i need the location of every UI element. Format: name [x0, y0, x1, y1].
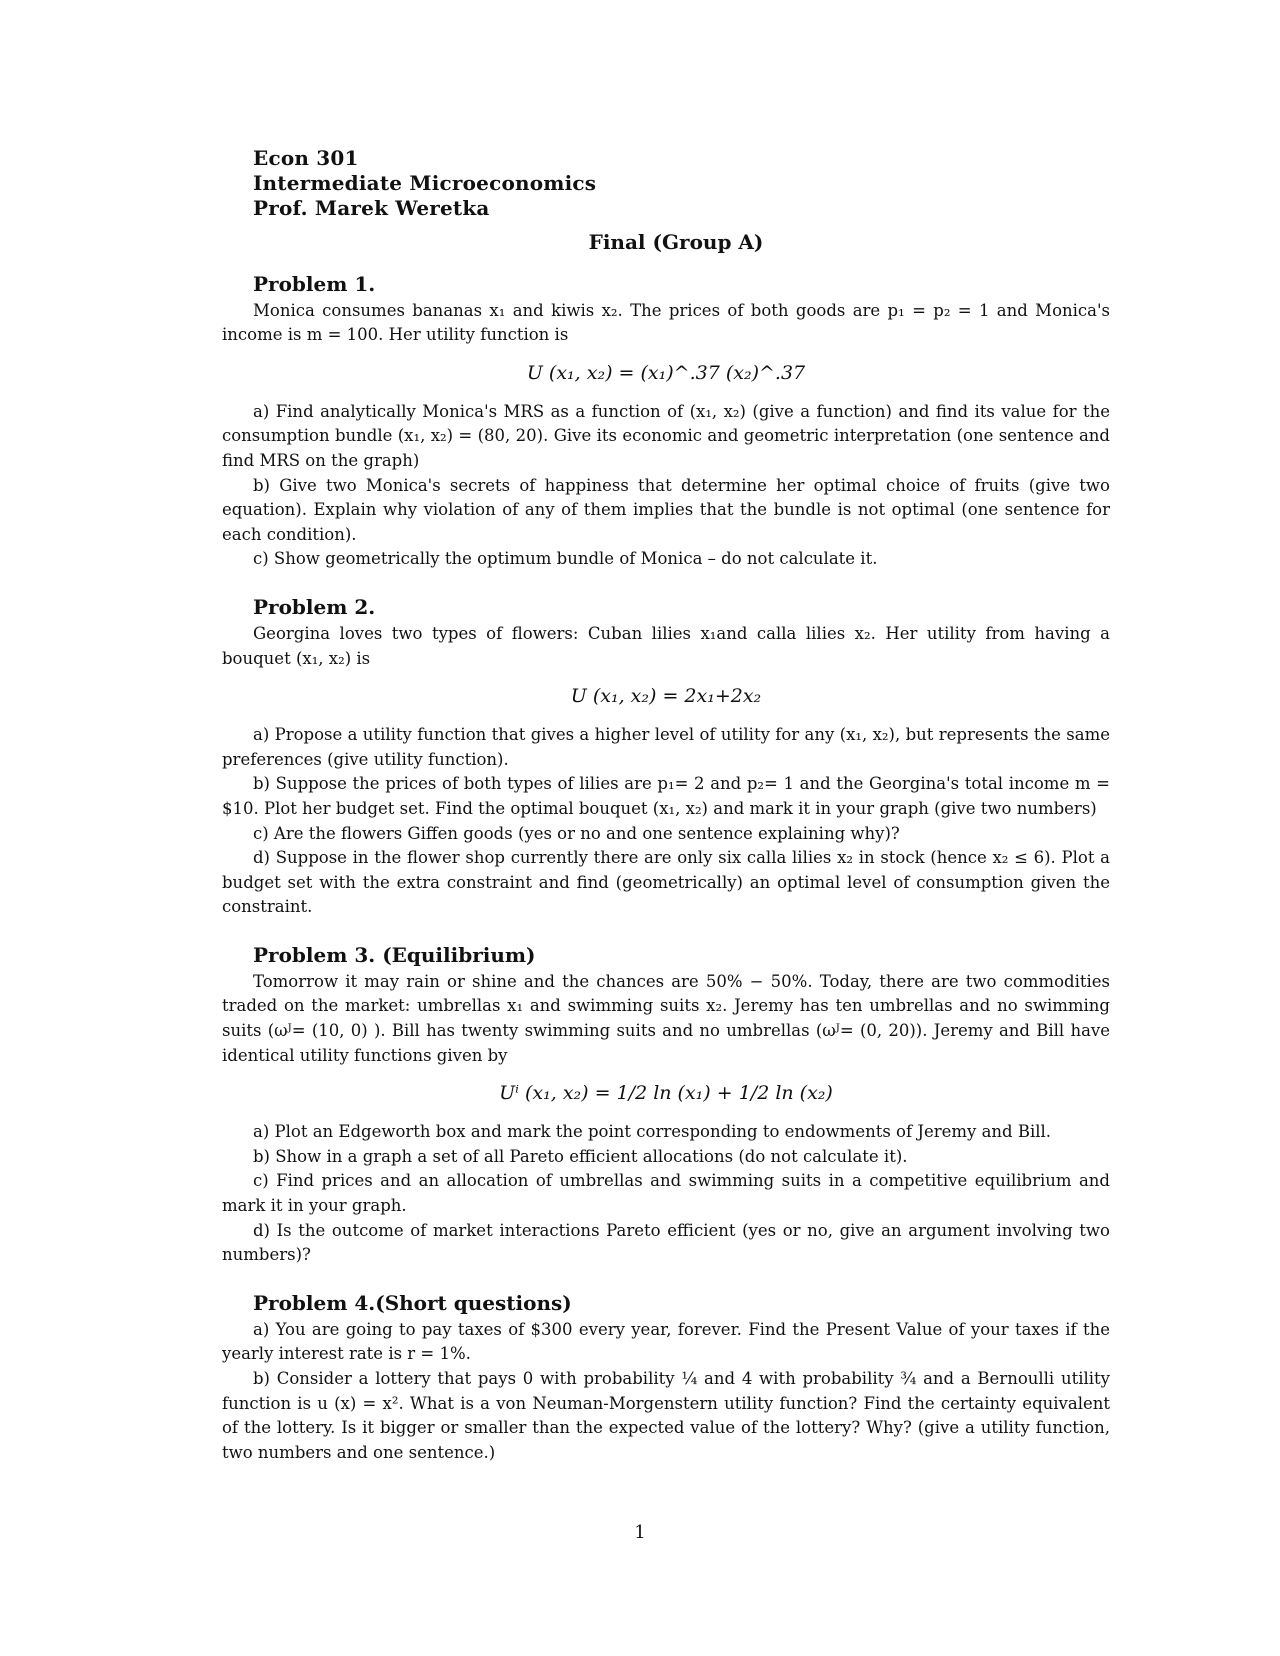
- utility-equation: U (x₁, x₂) = (x₁)^.37 (x₂)^.37: [526, 361, 806, 384]
- problem-1: [222, 271, 1110, 572]
- problem-part: c) Are the flowers Giffen goods (yes or no and one sentence explaining why)?: [253, 823, 900, 843]
- problem-heading: Problem 3. (Equilibrium): [253, 942, 536, 967]
- problem-part: b) Show in a graph a set of all Pareto efficient allocations (do not calculate it).: [253, 1146, 908, 1166]
- problem-part: d) Suppose in the flower shop currently there are only six calla lilies x₂ in stock (hence x₂ ≤ 6). Plot a budget set with the extra constraint and find (geometrically) an optimal level of consumption given the constraint.: [222, 848, 1110, 917]
- utility-equation: Uⁱ (x₁, x₂) = 1/2 ln (x₁) + 1/2 ln (x₂): [499, 1082, 833, 1105]
- problem-3: [222, 942, 1110, 1268]
- problem-intro: Georgina loves two types of flowers: Cuban lilies x₁and calla lilies x₂. Her utility from having a bouquet (x₁, x₂) is: [222, 623, 1110, 668]
- problem-part: b) Suppose the prices of both types of lilies are p₁= 2 and p₂= 1 and the Georgina's total income m = $10. Plot her budget set. Find the optimal bouquet (x₁, x₂) and mark it in your graph (give two numbers): [222, 774, 1110, 818]
- problem-heading: Problem 2.: [253, 594, 376, 619]
- problem-part: c) Show geometrically the optimum bundle of Monica – do not calculate it.: [253, 549, 878, 569]
- problem-part: b) Consider a lottery that pays 0 with probability ¼ and 4 with probability ¾ and a Bernoulli utility function is u (x) = x². What is a von Neuman-Morgenstern utility function? Find the certainty equivalent of the lottery. Is it bigger or smaller than the expected value of the lottery? Why? (give a utility function, two numbers and one sentence.): [222, 1369, 1110, 1462]
- page-number: 1: [634, 1522, 646, 1543]
- problem-part: a) Propose a utility function that gives a higher level of utility for any (x₁, x₂), but represents the same preferences (give utility function).: [222, 725, 1110, 769]
- problem-part: d) Is the outcome of market interactions Pareto efficient (yes or no, give an argument involving two numbers)?: [222, 1220, 1110, 1265]
- problem-4: [222, 1290, 1110, 1466]
- course-subject: Intermediate Microeconomics: [253, 171, 597, 195]
- professor-name: Prof. Marek Weretka: [253, 196, 490, 220]
- header: [222, 146, 1110, 221]
- course-code: Econ 301: [253, 146, 359, 170]
- problem-heading: Problem 1.: [253, 271, 376, 296]
- problem-2: [222, 594, 1110, 920]
- exam-page: [222, 146, 1110, 1487]
- problem-intro: Monica consumes bananas x₁ and kiwis x₂. The prices of both goods are p₁ = p₂ = 1 and Monica's income is m = 100. Her utility function is: [222, 300, 1110, 345]
- problem-intro: Tomorrow it may rain or shine and the chances are 50% − 50%. Today, there are two commodities traded on the market: umbrellas x₁ and swimming suits x₂. Jeremy has ten umbrellas and no swimming suits (ωᴶ= (10, 0) ). Bill has twenty swimming suits and no umbrellas (ωᴶ= (0, 20)). Jeremy and Bill have identical utility functions given by: [222, 971, 1110, 1065]
- problem-part: a) You are going to pay taxes of $300 every year, forever. Find the Present Value of your taxes if the yearly interest rate is r = 1%.: [222, 1319, 1110, 1364]
- problem-part: a) Plot an Edgeworth box and mark the point corresponding to endowments of Jeremy and Bill.: [253, 1122, 1052, 1142]
- utility-equation: U (x₁, x₂) = 2x₁+2x₂: [570, 685, 762, 708]
- exam-title: Final (Group A): [588, 230, 764, 254]
- problem-part: b) Give two Monica's secrets of happiness that determine her optimal choice of fruits (give two equation). Explain why violation of any of them implies that the bundle is not optimal (one sentence for each condition).: [222, 475, 1110, 544]
- problem-heading: Problem 4.(Short questions): [253, 1290, 572, 1315]
- problem-part: a) Find analytically Monica's MRS as a function of (x₁, x₂) (give a function) and find its value for the consumption bundle (x₁, x₂) = (80, 20). Give its economic and geometric interpretation (one sentence and find MRS on the graph): [222, 401, 1110, 470]
- problem-part: c) Find prices and an allocation of umbrellas and swimming suits in a competitive equilibrium and mark it in your graph.: [222, 1171, 1110, 1216]
